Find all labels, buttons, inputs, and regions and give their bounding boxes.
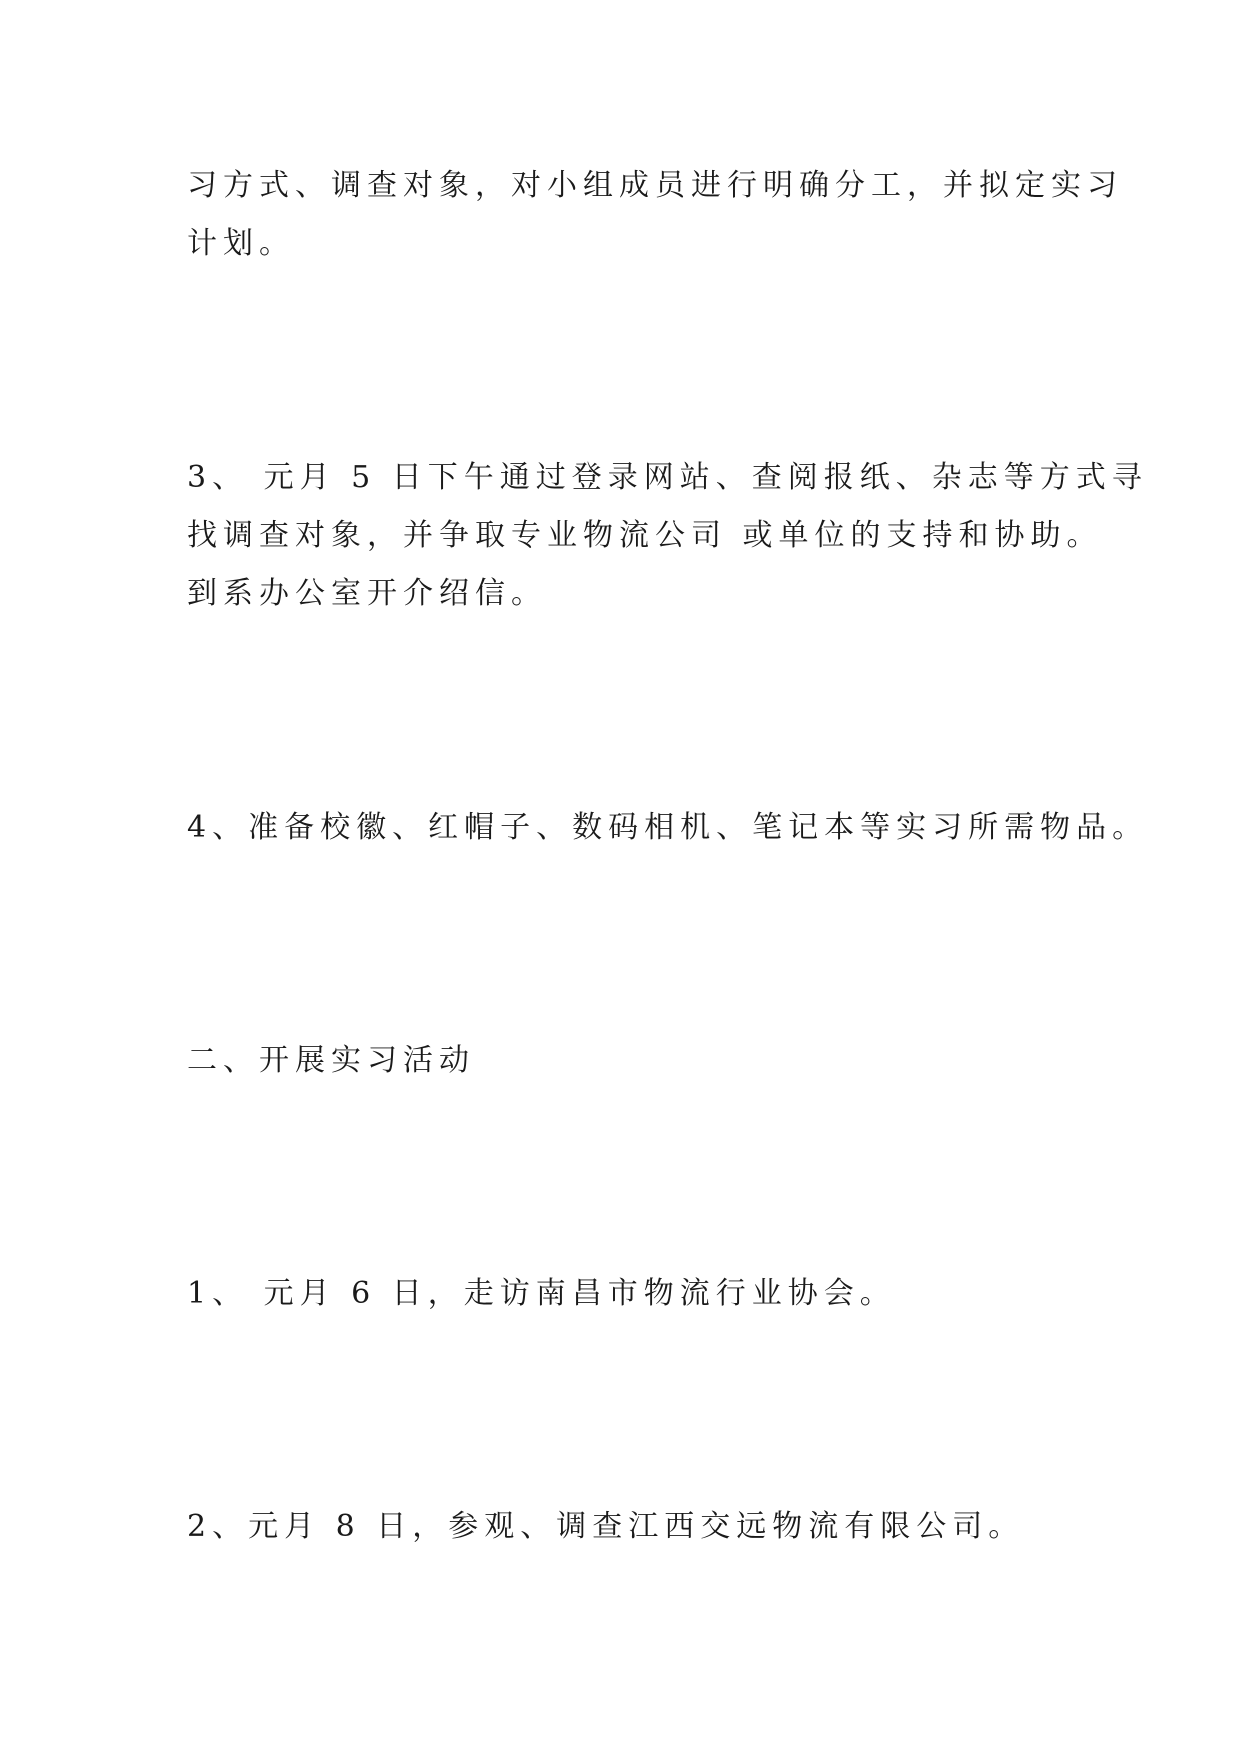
paragraph-2-line-1: 3、 元月 5 日下午通过登录网站、查阅报纸、杂志等方式寻	[187, 460, 1148, 495]
paragraph-1-line-1: 习方式、调查对象，对小组成员进行明确分工，并拟定实习	[187, 168, 1123, 203]
paragraph-1-line-2: 计划。	[187, 226, 295, 261]
paragraph-2-line-2: 找调查对象，并争取专业物流公司 或单位的支持和协助。	[187, 518, 1103, 553]
paragraph-5-line-1: 1、 元月 6 日，走访南昌市物流行业协会。	[187, 1276, 896, 1311]
paragraph-3-line-1: 4、准备校徽、红帽子、数码相机、笔记本等实习所需物品。	[187, 810, 1149, 845]
section-heading: 二、开展实习活动	[187, 1043, 475, 1078]
paragraph-6-line-1: 2、元月 8 日，参观、调查江西交远物流有限公司。	[187, 1509, 1025, 1544]
paragraph-2-line-3: 到系办公室开介绍信。	[187, 576, 547, 611]
